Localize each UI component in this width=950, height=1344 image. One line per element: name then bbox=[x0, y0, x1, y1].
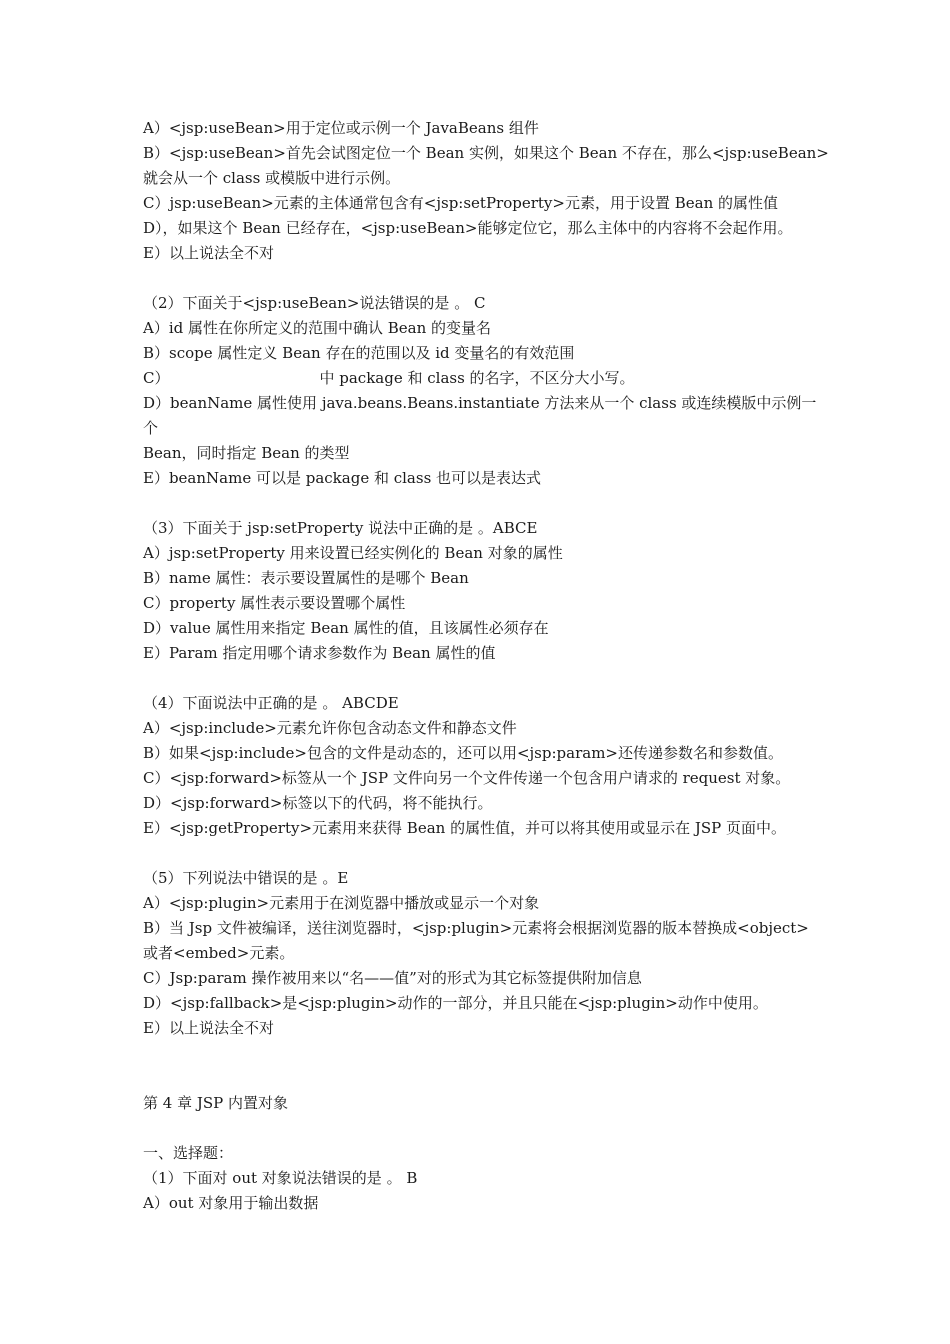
option-d-line-2: 个 bbox=[143, 419, 159, 437]
option-d: D），如果这个 Bean 已经存在，<jsp:useBean>能够定位它，那么主体中的内容将不会起作用。 bbox=[143, 219, 793, 237]
spacer bbox=[143, 491, 823, 516]
question-stem: （1）下面对 out 对象说法错误的是 。 B bbox=[143, 1169, 418, 1187]
option-e: E）<jsp:getProperty>元素用来获得 Bean 的属性值，并可以将其使用或显示在 JSP 页面中。 bbox=[143, 819, 787, 837]
option-c-text: 中 package 和 class 的名字，不区分大小写。 bbox=[319, 369, 635, 387]
option-b-line-1: B）<jsp:useBean>首先会试图定位一个 Bean 实例，如果这个 Bean 不存在，那么<jsp:useBean> bbox=[143, 144, 829, 162]
option-b: B）scope 属性定义 Bean 存在的范围以及 id 变量名的有效范围 bbox=[143, 344, 575, 362]
question-stem: （2）下面关于<jsp:useBean>说法错误的是 。 C bbox=[143, 294, 486, 312]
option-a: A）<jsp:include>元素允许你包含动态文件和静态文件 bbox=[143, 719, 517, 737]
option-b: B）name 属性：表示要设置属性的是哪个 Bean bbox=[143, 569, 469, 587]
option-d: D）<jsp:forward>标签以下的代码，将不能执行。 bbox=[143, 794, 493, 812]
option-e: E）beanName 可以是 package 和 class 也可以是表达式 bbox=[143, 469, 542, 487]
option-e: E）Param 指定用哪个请求参数作为 Bean 属性的值 bbox=[143, 644, 496, 662]
option-e: E）以上说法全不对 bbox=[143, 1019, 274, 1037]
question-stem: （3）下面关于 jsp:setProperty 说法中正确的是 。ABCE bbox=[143, 519, 538, 537]
option-c: C）jsp:useBean>元素的主体通常包含有<jsp:setProperty>元素，用于设置 Bean 的属性值 bbox=[143, 194, 779, 212]
spacer bbox=[143, 1116, 823, 1141]
option-c: C）<jsp:forward>标签从一个 JSP 文件向另一个文件传递一个包含用户请求的 request 对象。 bbox=[143, 769, 791, 787]
option-b-line-2: 就会从一个 class 或模版中进行示例。 bbox=[143, 169, 401, 187]
option-a: A）out 对象用于输出数据 bbox=[143, 1194, 319, 1212]
option-c bbox=[143, 366, 823, 391]
option-c: C）Jsp:param 操作被用来以“名——值”对的形式为其它标签提供附加信息 bbox=[143, 969, 642, 987]
option-c: C）property 属性表示要设置哪个属性 bbox=[143, 594, 406, 612]
option-a: A）id 属性在你所定义的范围中确认 Bean 的变量名 bbox=[143, 319, 492, 337]
spacer bbox=[143, 1041, 823, 1091]
question-stem: （5）下列说法中错误的是 。E bbox=[143, 869, 349, 887]
option-b-line-2: 或者<embed>元素。 bbox=[143, 944, 295, 962]
spacer bbox=[143, 841, 823, 866]
question-stem: （4）下面说法中正确的是 。 ABCDE bbox=[143, 694, 399, 712]
question-1-options bbox=[143, 116, 829, 266]
option-d: D）value 属性用来指定 Bean 属性的值，且该属性必须存在 bbox=[143, 619, 549, 637]
option-a: A）<jsp:plugin>元素用于在浏览器中播放或显示一个对象 bbox=[143, 894, 540, 912]
document-page bbox=[143, 116, 829, 1216]
section-heading: 一、选择题： bbox=[143, 1144, 234, 1162]
option-a: A）jsp:setProperty 用来设置已经实例化的 Bean 对象的属性 bbox=[143, 544, 563, 562]
chapter-title: 第 4 章 JSP 内置对象 bbox=[143, 1094, 288, 1112]
option-b: B）如果<jsp:include>包含的文件是动态的，还可以用<jsp:param>还传递参数名和参数值。 bbox=[143, 744, 783, 762]
question-2 bbox=[143, 291, 823, 491]
option-d-line-3: Bean，同时指定 Bean 的类型 bbox=[143, 444, 350, 462]
option-a: A）<jsp:useBean>用于定位或示例一个 JavaBeans 组件 bbox=[143, 119, 539, 137]
spacer bbox=[143, 266, 823, 291]
question-4 bbox=[143, 691, 823, 841]
question-3 bbox=[143, 516, 823, 666]
option-d-line-1: D）beanName 属性使用 java.beans.Beans.instantiate 方法来从一个 class 或连续模版中示例一 bbox=[143, 394, 817, 412]
question-5 bbox=[143, 866, 823, 1041]
option-d: D）<jsp:fallback>是<jsp:plugin>动作的一部分，并且只能在<jsp:plugin>动作中使用。 bbox=[143, 994, 768, 1012]
spacer bbox=[143, 666, 823, 691]
option-e: E）以上说法全不对 bbox=[143, 244, 274, 262]
chapter-4 bbox=[143, 1091, 823, 1216]
option-b-line-1: B）当 Jsp 文件被编译，送往浏览器时，<jsp:plugin>元素将会根据浏览器的版本替换成<object> bbox=[143, 919, 809, 937]
option-c-label: C） bbox=[143, 369, 170, 387]
